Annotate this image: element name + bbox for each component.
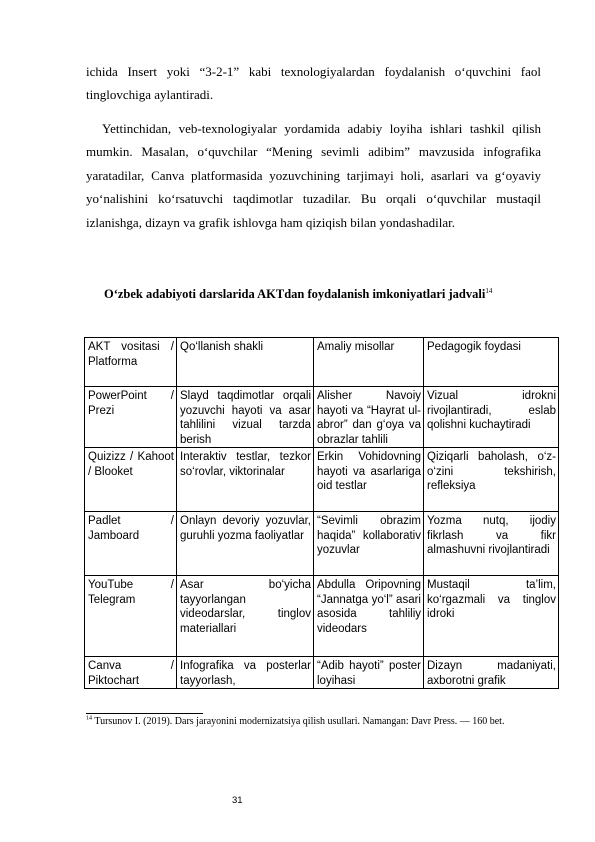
table-row: [85, 576, 559, 657]
table-cell: Infografika va posterlar tayyorlash,: [177, 657, 314, 689]
table-cell: Dizayn madaniyati, axborotni grafik: [424, 657, 559, 689]
table-cell: Slayd taqdimotlar orqali yozuvchi hayoti va asar tahlilini vizual tarzda berish: [177, 387, 314, 448]
footnote: [86, 716, 546, 729]
table-cell: Interaktiv testlar, tezkor so‘rovlar, viktorinalar: [177, 448, 314, 512]
table-cell: Erkin Vohidovning hayoti va asarlariga oid testlar: [314, 448, 424, 512]
paragraph-2: Yettinchidan, veb-texnologiyalar yordamida adabiy loyiha ishlari tashkil qilish mumkin. Masalan, o‘quvchilar “Mening sevimli adibim” mavzusida infografika yaratadilar, Canva platformasida yozuvchining tarjimayi holi, asarlari va g‘oyaviy yo‘nalishini ko‘rsatuvchi taqdimotlar tuzadilar. Bu orqali o‘quvchilar mustaqil izlanishga, dizayn va grafik ishlovga ham qiziqish bilan yondashadilar.: [86, 121, 541, 230]
ict-tools-table: [84, 337, 559, 689]
table-cell: Asar bo‘yicha tayyorlangan videodarslar, tinglov materiallari: [177, 576, 314, 657]
paragraph-1: ichida Insert yoki “3-2-1” kabi texnologiyalardan foydalanish o‘quvchini faol tinglovchiga aylantiradi.: [86, 64, 541, 103]
table-cell: YouTube / Telegram: [85, 576, 177, 657]
table-row: [85, 448, 559, 512]
table-cell: Vizual idrokni rivojlantiradi, eslab qolishni kuchaytiradi: [424, 387, 559, 448]
header-cell-examples: Amaliy misollar: [314, 338, 424, 387]
table-cell: Alisher Navoiy hayoti va “Hayrat ul-abror” dan g‘oya va obrazlar tahlili: [314, 387, 424, 448]
header-cell-platform: AKT vositasi / Platforma: [85, 338, 177, 387]
footnote-reference: 14: [485, 286, 493, 295]
footnote-text: Tursunov I. (2019). Dars jarayonini modernizatsiya qilish usullari. Namangan: Davr Press. — 160 bet.: [94, 716, 505, 727]
table-cell: “Adib hayoti” poster loyihasi: [314, 657, 424, 689]
page-number: 31: [232, 795, 243, 806]
header-cell-benefit: Pedagogik foydasi: [424, 338, 559, 387]
table-row: [85, 512, 559, 576]
table-cell: Abdulla Oripovning “Jannatga yo‘l” asari asosida tahliliy videodars: [314, 576, 424, 657]
footnote-number: 14: [86, 715, 92, 722]
table-cell: Mustaqil ta’lim, ko‘rgazmali va tinglov idroki: [424, 576, 559, 657]
table-cell: Qiziqarli baholash, o‘z-o‘zini tekshirish, refleksiya: [424, 448, 559, 512]
table-caption: [104, 287, 564, 302]
footnote-divider: [86, 713, 203, 714]
table-cell: Quizizz / Kahoot / Blooket: [85, 448, 177, 512]
table-cell: PowerPoint / Prezi: [85, 387, 177, 448]
table-cell: Onlayn devoriy yozuvlar, guruhli yozma faoliyatlar: [177, 512, 314, 576]
table-row: [85, 657, 559, 689]
table-caption-text: O‘zbek adabiyoti darslarida AKTdan foydalanish imkoniyatlari jadvali: [104, 287, 486, 301]
header-cell-form: Qo‘llanish shakli: [177, 338, 314, 387]
table-cell: Yozma nutq, ijodiy fikrlash va fikr almashuvni rivojlantiradi: [424, 512, 559, 576]
table-cell: “Sevimli obrazim haqida” kollaborativ yozuvlar: [314, 512, 424, 576]
table-cell: Padlet / Jamboard: [85, 512, 177, 576]
table-cell: Canva / Piktochart: [85, 657, 177, 689]
table-header-row: [85, 338, 559, 387]
table-row: [85, 387, 559, 448]
